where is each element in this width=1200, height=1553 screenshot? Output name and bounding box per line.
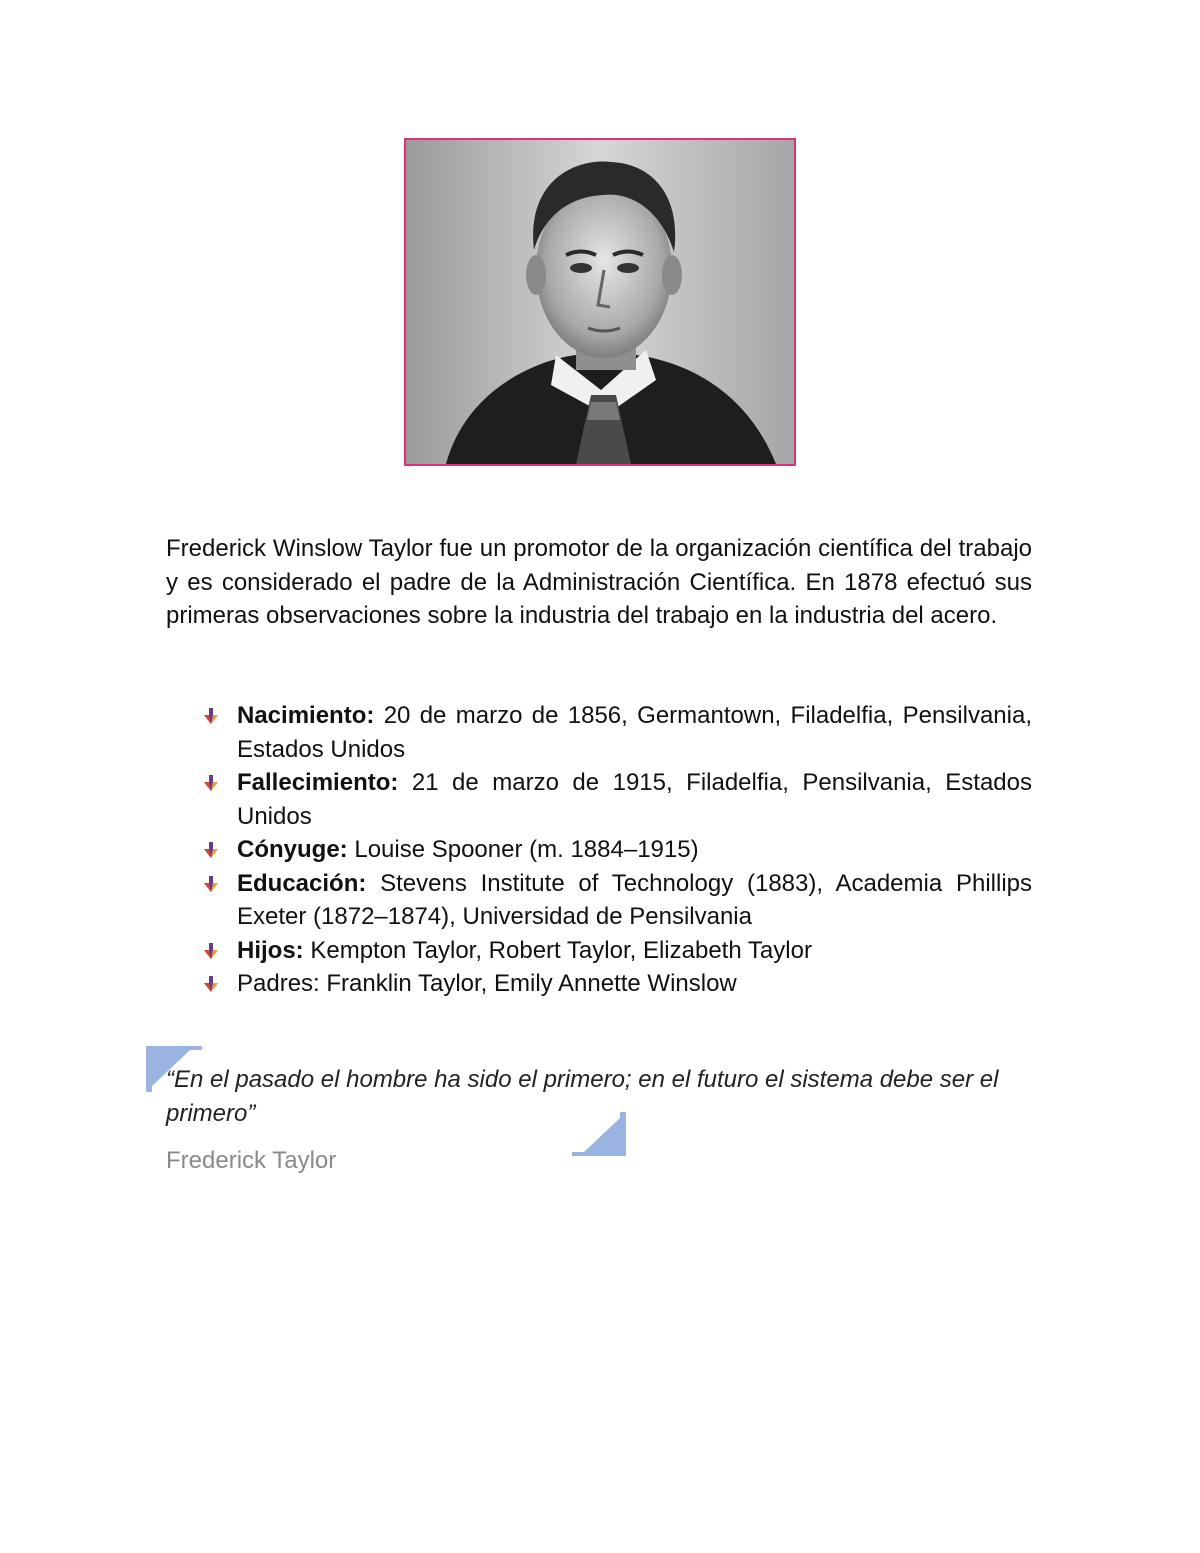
portrait-photo	[404, 138, 796, 466]
intro-paragraph: Frederick Winslow Taylor fue un promotor de la organización científica del trabajo y es considerado el padre de la Administración Científica. En 1878 efectuó sus primeras observaciones sobre la industria del trabajo en la industria del acero.	[166, 535, 1032, 629]
fact-value: 21 de marzo de 1915, Filadelfia, Pensilvania, Estados Unidos	[237, 769, 1032, 830]
list-item	[198, 699, 1032, 766]
list-item	[198, 867, 1032, 934]
arrow-down-bullet-icon	[202, 975, 220, 993]
list-item	[198, 766, 1032, 833]
arrow-down-bullet-icon	[202, 875, 220, 893]
list-item	[198, 833, 1032, 867]
fact-value: 20 de marzo de 1856, Germantown, Filadelfia, Pensilvania, Estados Unidos	[237, 702, 1032, 763]
portrait-illustration	[406, 140, 794, 464]
quote-author: Frederick Taylor	[166, 1147, 337, 1174]
list-item	[198, 967, 1032, 1001]
arrow-down-bullet-icon	[202, 707, 220, 725]
fact-value: Stevens Institute of Technology (1883), Academia Phillips Exeter (1872–1874), Universidad de Pensilvania	[237, 869, 1032, 930]
arrow-down-bullet-icon	[202, 841, 220, 859]
fact-value: Kempton Taylor, Robert Taylor, Elizabeth Taylor	[303, 936, 812, 964]
list-item	[198, 934, 1032, 968]
biography-facts-list	[198, 699, 1032, 1001]
fact-value: Padres: Franklin Taylor, Emily Annette Winslow	[237, 970, 737, 997]
fact-label: Hijos:	[237, 936, 304, 964]
fact-label: Cónyuge:	[237, 836, 348, 863]
arrow-down-bullet-icon	[202, 942, 220, 960]
fact-label: Fallecimiento:	[237, 769, 399, 796]
fact-label: Nacimiento:	[237, 702, 375, 729]
fact-label: Educación:	[237, 869, 367, 897]
fact-value: Louise Spooner (m. 1884–1915)	[347, 836, 699, 863]
quote-text: “En el pasado el hombre ha sido el primero; en el futuro el sistema debe ser el primero”	[166, 1066, 999, 1127]
arrow-down-bullet-icon	[202, 774, 220, 792]
